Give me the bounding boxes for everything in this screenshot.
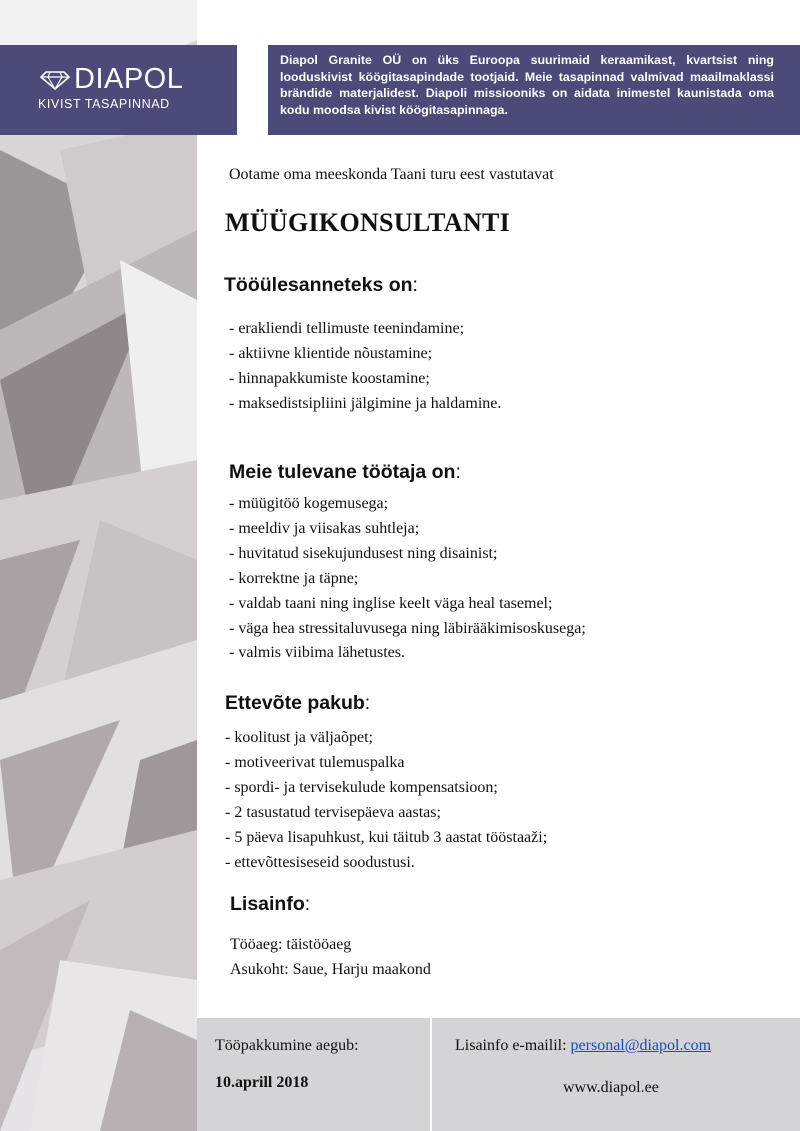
list-item: - 2 tasustatud tervisepäeva aastas;: [225, 803, 441, 821]
list-item: - spordi- ja tervisekulude kompensatsioon;: [225, 778, 498, 796]
offer-heading: Ettevõte pakub:: [225, 692, 371, 714]
company-intro-box: [268, 45, 800, 135]
list-item: - ettevõttesiseseid soodustusi.: [225, 853, 415, 871]
list-item: - koolitust ja väljaõpet;: [225, 729, 373, 746]
footer-expiry-panel: [197, 1018, 430, 1131]
decorative-crystal-background: [0, 0, 197, 1131]
brand-logo-block: [0, 45, 237, 135]
diamond-icon: [40, 70, 70, 90]
job-title: MÜÜGIKONSULTANTI: [225, 208, 511, 237]
list-item: - valdab taani ning inglise keelt väga heal tasemel;: [229, 594, 553, 612]
list-item: - valmis viibima lähetustes.: [229, 644, 405, 662]
list-item: - aktiivne klientide nõustamine;: [229, 344, 433, 362]
list-item: - maksedistsipliini jälgimine ja haldamine.: [229, 394, 502, 412]
email-line: [455, 1037, 711, 1055]
lead-text: Ootame oma meeskonda Taani turu eest vastutavat: [229, 166, 554, 183]
duties-list: [229, 317, 501, 417]
candidate-list: [229, 492, 586, 666]
list-item: - korrektne ja täpne;: [229, 569, 359, 587]
work-time: Tööaeg: täistööaeg: [230, 936, 352, 953]
list-item: - meeldiv ja viisakas suhtleja;: [229, 519, 420, 537]
brand-tagline: KIVIST TASAPINNAD: [38, 97, 170, 111]
website-link[interactable]: www.diapol.ee: [563, 1079, 659, 1096]
email-link[interactable]: personal@diapol.com: [570, 1037, 712, 1054]
brand-name: DIAPOL: [74, 63, 184, 95]
extra-info-heading: Lisainfo:: [230, 893, 311, 915]
email-label: Lisainfo e-mailil:: [455, 1037, 567, 1054]
candidate-heading: Meie tulevane töötaja on:: [229, 461, 461, 483]
offer-list: [225, 726, 547, 875]
footer-contact-panel: [432, 1018, 800, 1131]
expiry-date: 10.aprill 2018: [215, 1074, 309, 1091]
expiry-label: Tööpakkumine aegub:: [215, 1037, 359, 1054]
brand-logo: [40, 63, 183, 96]
list-item: - hinnapakkumiste koostamine;: [229, 369, 430, 387]
work-location: Asukoht: Saue, Harju maakond: [230, 961, 431, 978]
list-item: - 5 päeva lisapuhkust, kui täitub 3 aastat tööstaaži;: [225, 828, 548, 846]
list-item: - erakliendi tellimuste teenindamine;: [229, 320, 465, 337]
duties-heading: Tööülesanneteks on:: [224, 274, 418, 296]
company-intro-text: Diapol Granite OÜ on üks Euroopa suurimaid keraamikast, kvartsist ning looduskivist köögitasapindade tootjaid. Meie tasapinnad valmivad maailmaklassi brändide materjalidest. Diapoli missiooniks on aidata inimestel kaunistada oma kodu moodsa kivist köögitasapinnaga.: [280, 53, 774, 117]
list-item: - huvitatud sisekujundusest ning disainist;: [229, 544, 498, 562]
list-item: - müügitöö kogemusega;: [229, 495, 389, 512]
list-item: - väga hea stressitaluvusega ning läbirääkimisoskusega;: [229, 619, 586, 637]
list-item: - motiveerivat tulemuspalka: [225, 753, 405, 771]
